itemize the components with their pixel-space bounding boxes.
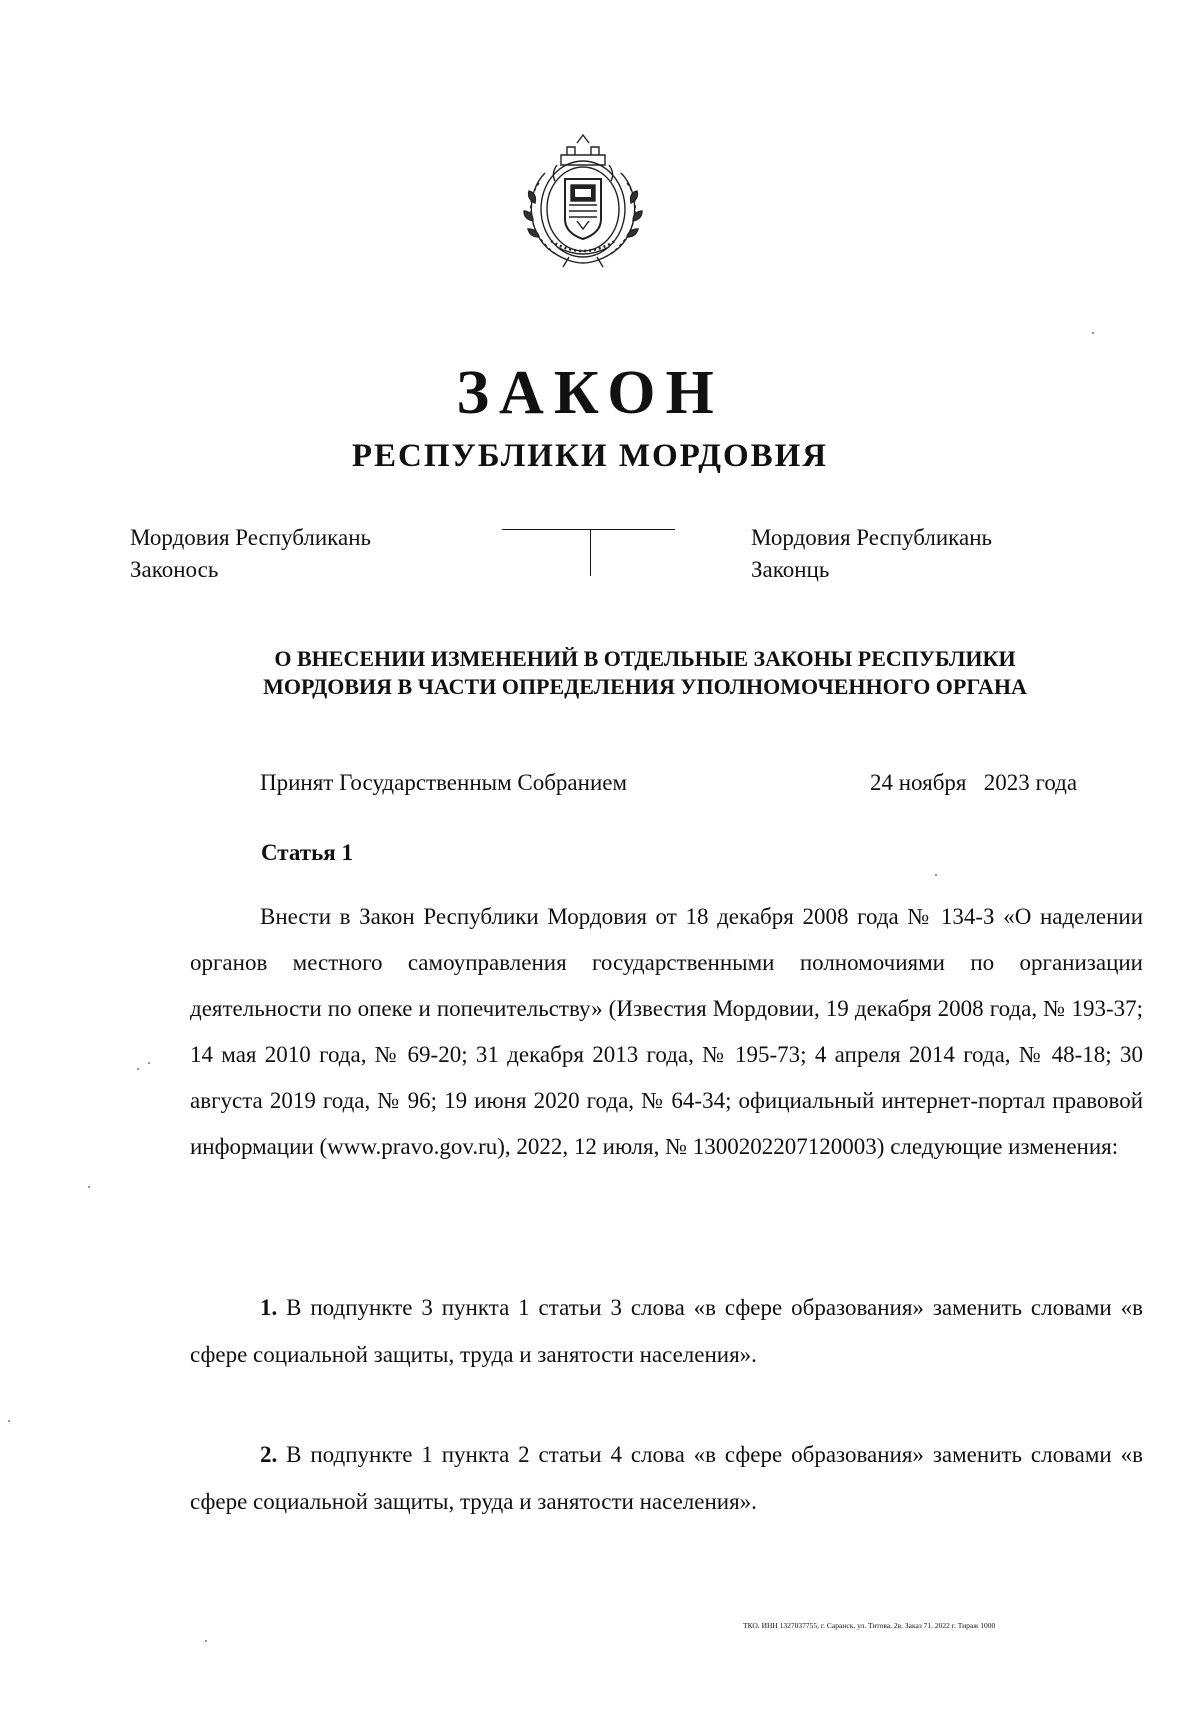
header-right-line: Мордовия Республикань <box>751 525 993 550</box>
header-right-block <box>751 522 992 586</box>
document-title: ЗАКОН <box>456 359 724 427</box>
article-item-number: 1. <box>260 1295 278 1320</box>
scan-speck <box>148 1062 150 1064</box>
adopted-date: 24 ноября 2023 года <box>870 770 1078 795</box>
law-subject-heading <box>170 645 1120 701</box>
article-intro-paragraph: Внести в Закон Республики Мордовия от 18 декабря 2008 года № 134-З «О наделении органов местного самоуправления государственными полномочиями по организации деятельности по опеке и попечительству» (Известия Мордовии, 19 декабря 2008 года, № 193-37; 14 мая 2010 года, № 69-20; 31 декабря 2013 года, № 195-73; 4 апреля 2014 года, № 48-18; 30 августа 2019 года, № 96; 19 июня 2020 года, № 64-34; официальный интернет-портал правовой информации (www.pravo.gov.ru), 2022, 12 июля, № 1300202207120003) следующие изменения: <box>190 904 1143 1159</box>
scan-speck <box>88 1186 90 1188</box>
number-line-divider <box>502 529 675 530</box>
header-left-block <box>130 522 371 586</box>
scan-speck <box>1092 332 1094 334</box>
printing-imprint: ТКО. ИНН 1327037755, г. Саранск, ул. Титова, 2в. Заказ 71. 2022 г. Тираж 1000 <box>743 1621 996 1630</box>
scan-speck <box>205 1640 207 1642</box>
scan-speck <box>8 1420 10 1422</box>
article-item <box>190 1284 1143 1378</box>
article-item <box>190 1431 1143 1525</box>
number-line-tick <box>590 529 591 576</box>
scan-speck <box>137 1068 139 1070</box>
header-right-line: Законць <box>751 557 830 582</box>
law-subject-line: О ВНЕСЕНИИ ИЗМЕНЕНИЙ В ОТДЕЛЬНЫЕ ЗАКОНЫ РЕСПУБЛИКИ <box>274 646 1016 671</box>
law-subject-line: МОРДОВИЯ В ЧАСТИ ОПРЕДЕЛЕНИЯ УПОЛНОМОЧЕННОГО ОРГАНА <box>263 674 1027 699</box>
coat-of-arms-icon <box>517 133 649 271</box>
article-title: Статья 1 <box>261 840 353 865</box>
header-left-line: Мордовия Республикань <box>130 525 372 550</box>
adopted-by-label: Принят Государственным Собранием <box>260 770 628 795</box>
document-subtitle: РЕСПУБЛИКИ МОРДОВИЯ <box>351 438 829 474</box>
article-item-number: 2. <box>260 1442 278 1467</box>
article-item-text: В подпункте 3 пункта 1 статьи 3 слова «в сфере образования» заменить словами «в сфере социальной защиты, труда и занятости населения». <box>190 1295 1143 1367</box>
article-item-text: В подпункте 1 пункта 2 статьи 4 слова «в сфере образования» заменить словами «в сфере социальной защиты, труда и занятости населения». <box>190 1442 1143 1514</box>
scan-speck <box>935 874 937 876</box>
header-left-line: Законось <box>130 557 219 582</box>
